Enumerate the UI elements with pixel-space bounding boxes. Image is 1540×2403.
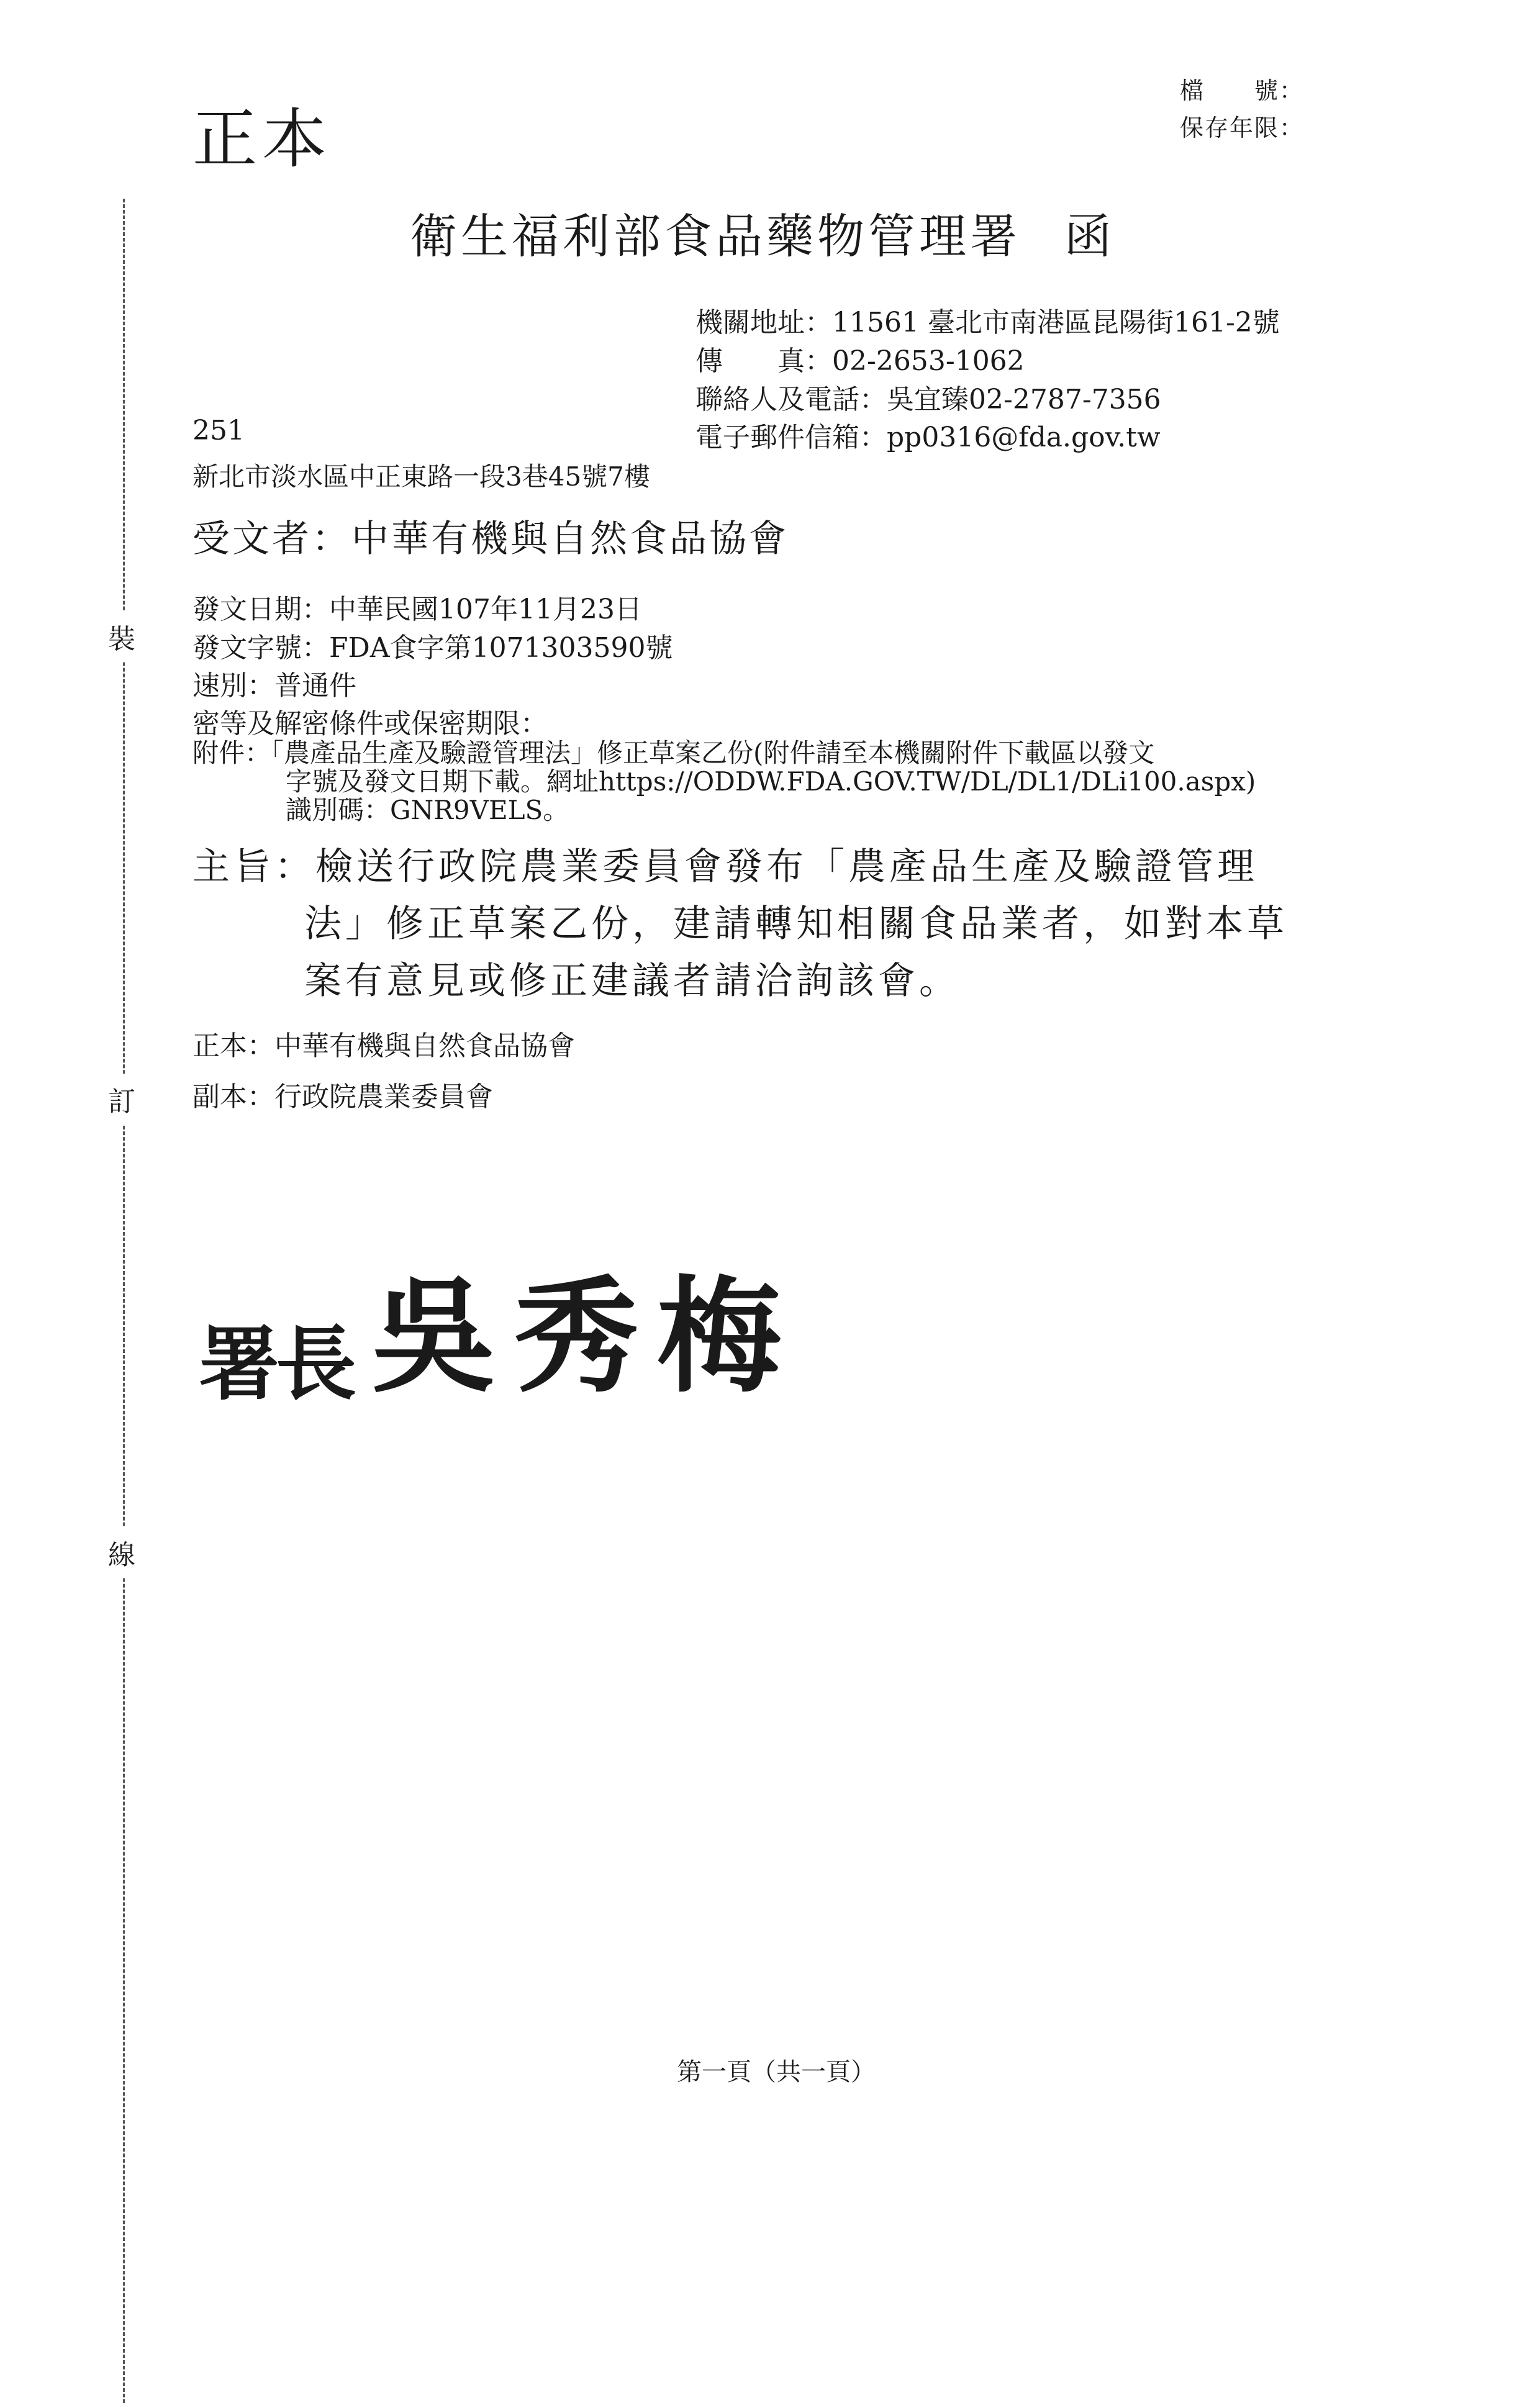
recipient: 受文者：中華有機與自然食品協會: [192, 517, 789, 561]
contact-phone: 聯絡人及電話：吳宜臻02-2787-7356: [695, 384, 1161, 415]
agency-name: 衛生福利部食品藥物管理署: [410, 209, 1021, 264]
subject-line-3: 案有意見或修正建議者請洽詢該會。: [304, 959, 960, 1003]
recipient-zip: 251: [192, 415, 245, 446]
security-level: 密等及解密條件或保密期限：: [192, 708, 548, 740]
attachment-line-3: 識別碼：GNR9VELS。: [286, 795, 569, 825]
contact-email: 電子郵件信箱：pp0316@fda.gov.tw: [695, 422, 1161, 453]
subject-line-1: 主旨：檢送行政院農業委員會發布「農產品生產及驗證管理: [192, 845, 1258, 889]
carbon-copy-recipient: 副本：行政院農業委員會: [192, 1081, 493, 1113]
subject-line-2: 法」修正草案乙份，建請轉知相關食品業者，如對本草: [304, 902, 1288, 946]
page-footer: 第一頁（共一頁）: [677, 2058, 876, 2086]
original-copy-recipient: 正本：中華有機與自然食品協會: [192, 1030, 575, 1062]
binding-mark-zhuang: 裝: [108, 612, 135, 661]
recipient-address: 新北市淡水區中正東路一段3巷45號7樓: [192, 461, 650, 492]
agency-address: 機關地址：11561 臺北市南港區昆陽街161-2號: [695, 307, 1280, 338]
binding-mark-ding: 訂: [108, 1074, 135, 1124]
attachment-line-2: 字號及發文日期下載。網址https://ODDW.FDA.GOV.TW/DL/DL1/DLi100.aspx): [286, 766, 1256, 797]
retention-period-label: 保存年限：: [1179, 114, 1304, 142]
issue-number: 發文字號：FDA食字第1071303590號: [192, 632, 673, 664]
binding-mark-xian: 線: [108, 1527, 135, 1577]
document-title: [410, 199, 1115, 266]
signature-name: 吳秀梅: [371, 1264, 800, 1410]
subject: [192, 838, 1288, 1010]
binding-line: [123, 199, 125, 2403]
signature-title: 署長: [199, 1316, 353, 1411]
agency-fax: 傳 真：02-2653-1062: [695, 345, 1025, 377]
file-number-label: 檔 號：: [1179, 77, 1304, 104]
signature: [199, 1229, 800, 1416]
speed: 速別：普通件: [192, 670, 356, 702]
issue-date: 發文日期：中華民國107年11月23日: [192, 594, 642, 625]
document-kind: 函: [1064, 209, 1115, 264]
original-stamp: 正本: [192, 101, 332, 177]
attachment-line-1: 附件：「農產品生產及驗證管理法」修正草案乙份(附件請至本機關附件下載區以發文: [192, 738, 1155, 768]
attachment: [192, 739, 1256, 825]
